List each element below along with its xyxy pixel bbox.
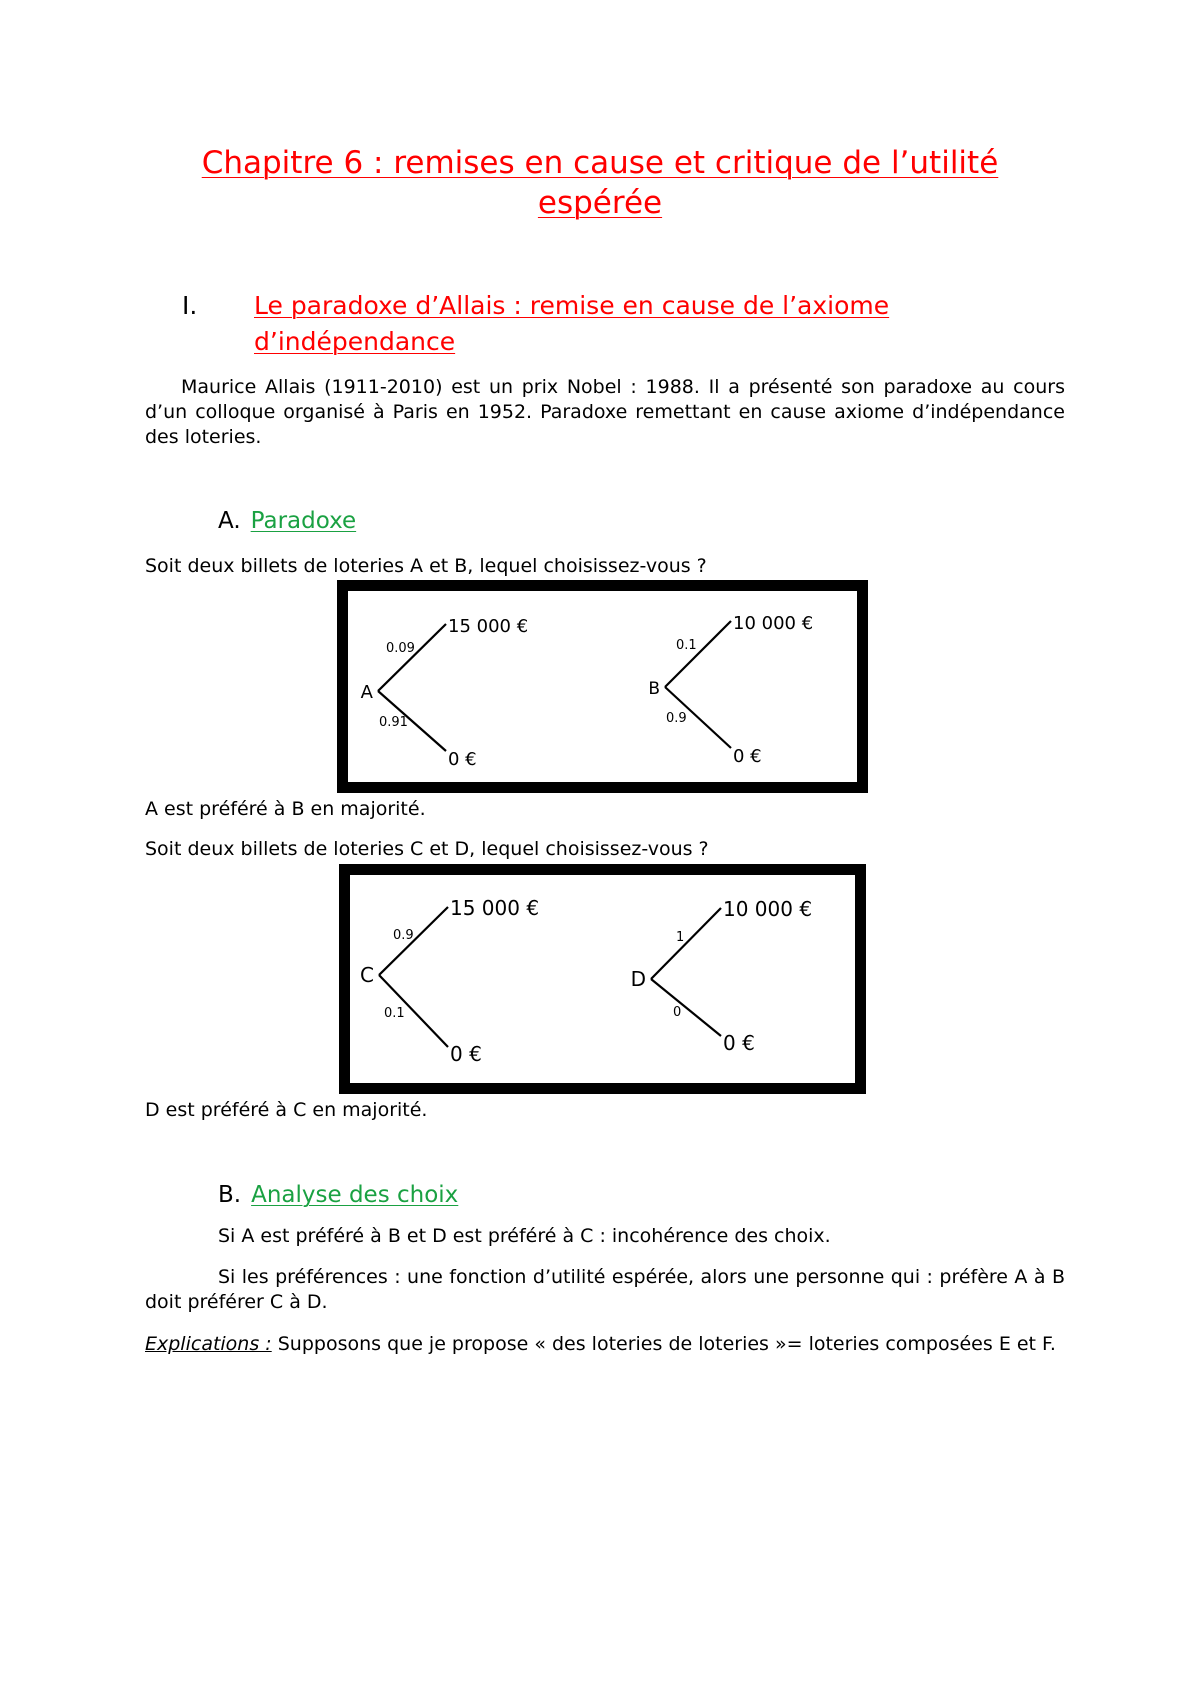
section-heading-line2: d’indépendance (254, 327, 456, 356)
lottery-tree-b (648, 613, 813, 767)
lottery-tree-a (361, 616, 528, 770)
upper-branch (378, 624, 446, 691)
upper-probability: 0.1 (676, 638, 697, 653)
subsection-a-heading (218, 506, 356, 536)
upper-branch (665, 621, 731, 687)
section-heading (254, 288, 1014, 360)
subsection-b-label: B. (218, 1182, 242, 1208)
lottery-tree-c (360, 896, 539, 1066)
analysis-paragraph-1: Si A est préféré à B et D est préféré à C : incohérence des choix. (218, 1225, 831, 1247)
chapter-title-line2: espérée (537, 185, 663, 221)
upper-outcome: 10 000 € (723, 897, 813, 921)
upper-branch (651, 908, 721, 979)
upper-outcome: 15 000 € (450, 896, 540, 920)
section-number: I. (182, 291, 198, 320)
lower-probability: 0.1 (384, 1006, 405, 1021)
lottery-tree-d (631, 897, 812, 1055)
node-label: B (648, 679, 660, 699)
upper-probability: 0.9 (393, 928, 414, 943)
explications-paragraph (145, 1332, 1065, 1357)
node-label: C (360, 963, 374, 987)
lower-branch (651, 979, 721, 1036)
lottery-diagram-c-d (339, 864, 866, 1094)
subsection-b-title: Analyse des choix (251, 1182, 459, 1208)
subsection-a-title: Paradoxe (250, 508, 357, 534)
intro-paragraph: Maurice Allais (1911-2010) est un prix Nobel : 1988. Il a présenté son paradoxe au cours d’un colloque organisé à Paris en 1952. Paradoxe remettant en cause axiome d’indépendance des loteries. (145, 376, 1065, 448)
lottery-diagram-a-b (337, 580, 868, 793)
analysis-paragraph-2: Si les préférences : une fonction d’utilité espérée, alors une personne qui : préfère A à B doit préférer C à D. (145, 1266, 1065, 1313)
tree-diagram-svg (350, 875, 855, 1083)
upper-probability: 1 (676, 930, 685, 945)
section-heading-line1: Le paradoxe d’Allais : remise en cause de l’axiome (254, 291, 890, 320)
question-1: Soit deux billets de loteries A et B, lequel choisissez-vous ? (145, 555, 707, 577)
lower-probability: 0.91 (379, 715, 408, 730)
lower-outcome: 0 € (450, 1042, 482, 1066)
lower-outcome: 0 € (733, 746, 762, 767)
lower-probability: 0 (673, 1005, 682, 1020)
question-2: Soit deux billets de loteries C et D, lequel choisissez-vous ? (145, 838, 709, 860)
subsection-a-label: A. (218, 508, 241, 534)
node-label: A (360, 682, 373, 703)
result-1: A est préféré à B en majorité. (145, 798, 426, 820)
lower-outcome: 0 € (448, 749, 477, 770)
node-label: D (630, 967, 646, 991)
subsection-b-heading (218, 1180, 458, 1210)
lower-outcome: 0 € (723, 1031, 755, 1055)
explications-label: Explications : (145, 1333, 272, 1355)
tree-diagram-svg (348, 591, 857, 782)
lower-probability: 0.9 (666, 711, 687, 726)
upper-probability: 0.09 (386, 641, 415, 656)
upper-outcome: 10 000 € (733, 613, 814, 634)
explications-text: Supposons que je propose « des loteries de loteries »= loteries composées E et F. (271, 1333, 1056, 1355)
result-2: D est préféré à C en majorité. (145, 1099, 428, 1121)
chapter-title-line1: Chapitre 6 : remises en cause et critique de l’utilité (201, 145, 999, 181)
upper-outcome: 15 000 € (448, 616, 529, 637)
